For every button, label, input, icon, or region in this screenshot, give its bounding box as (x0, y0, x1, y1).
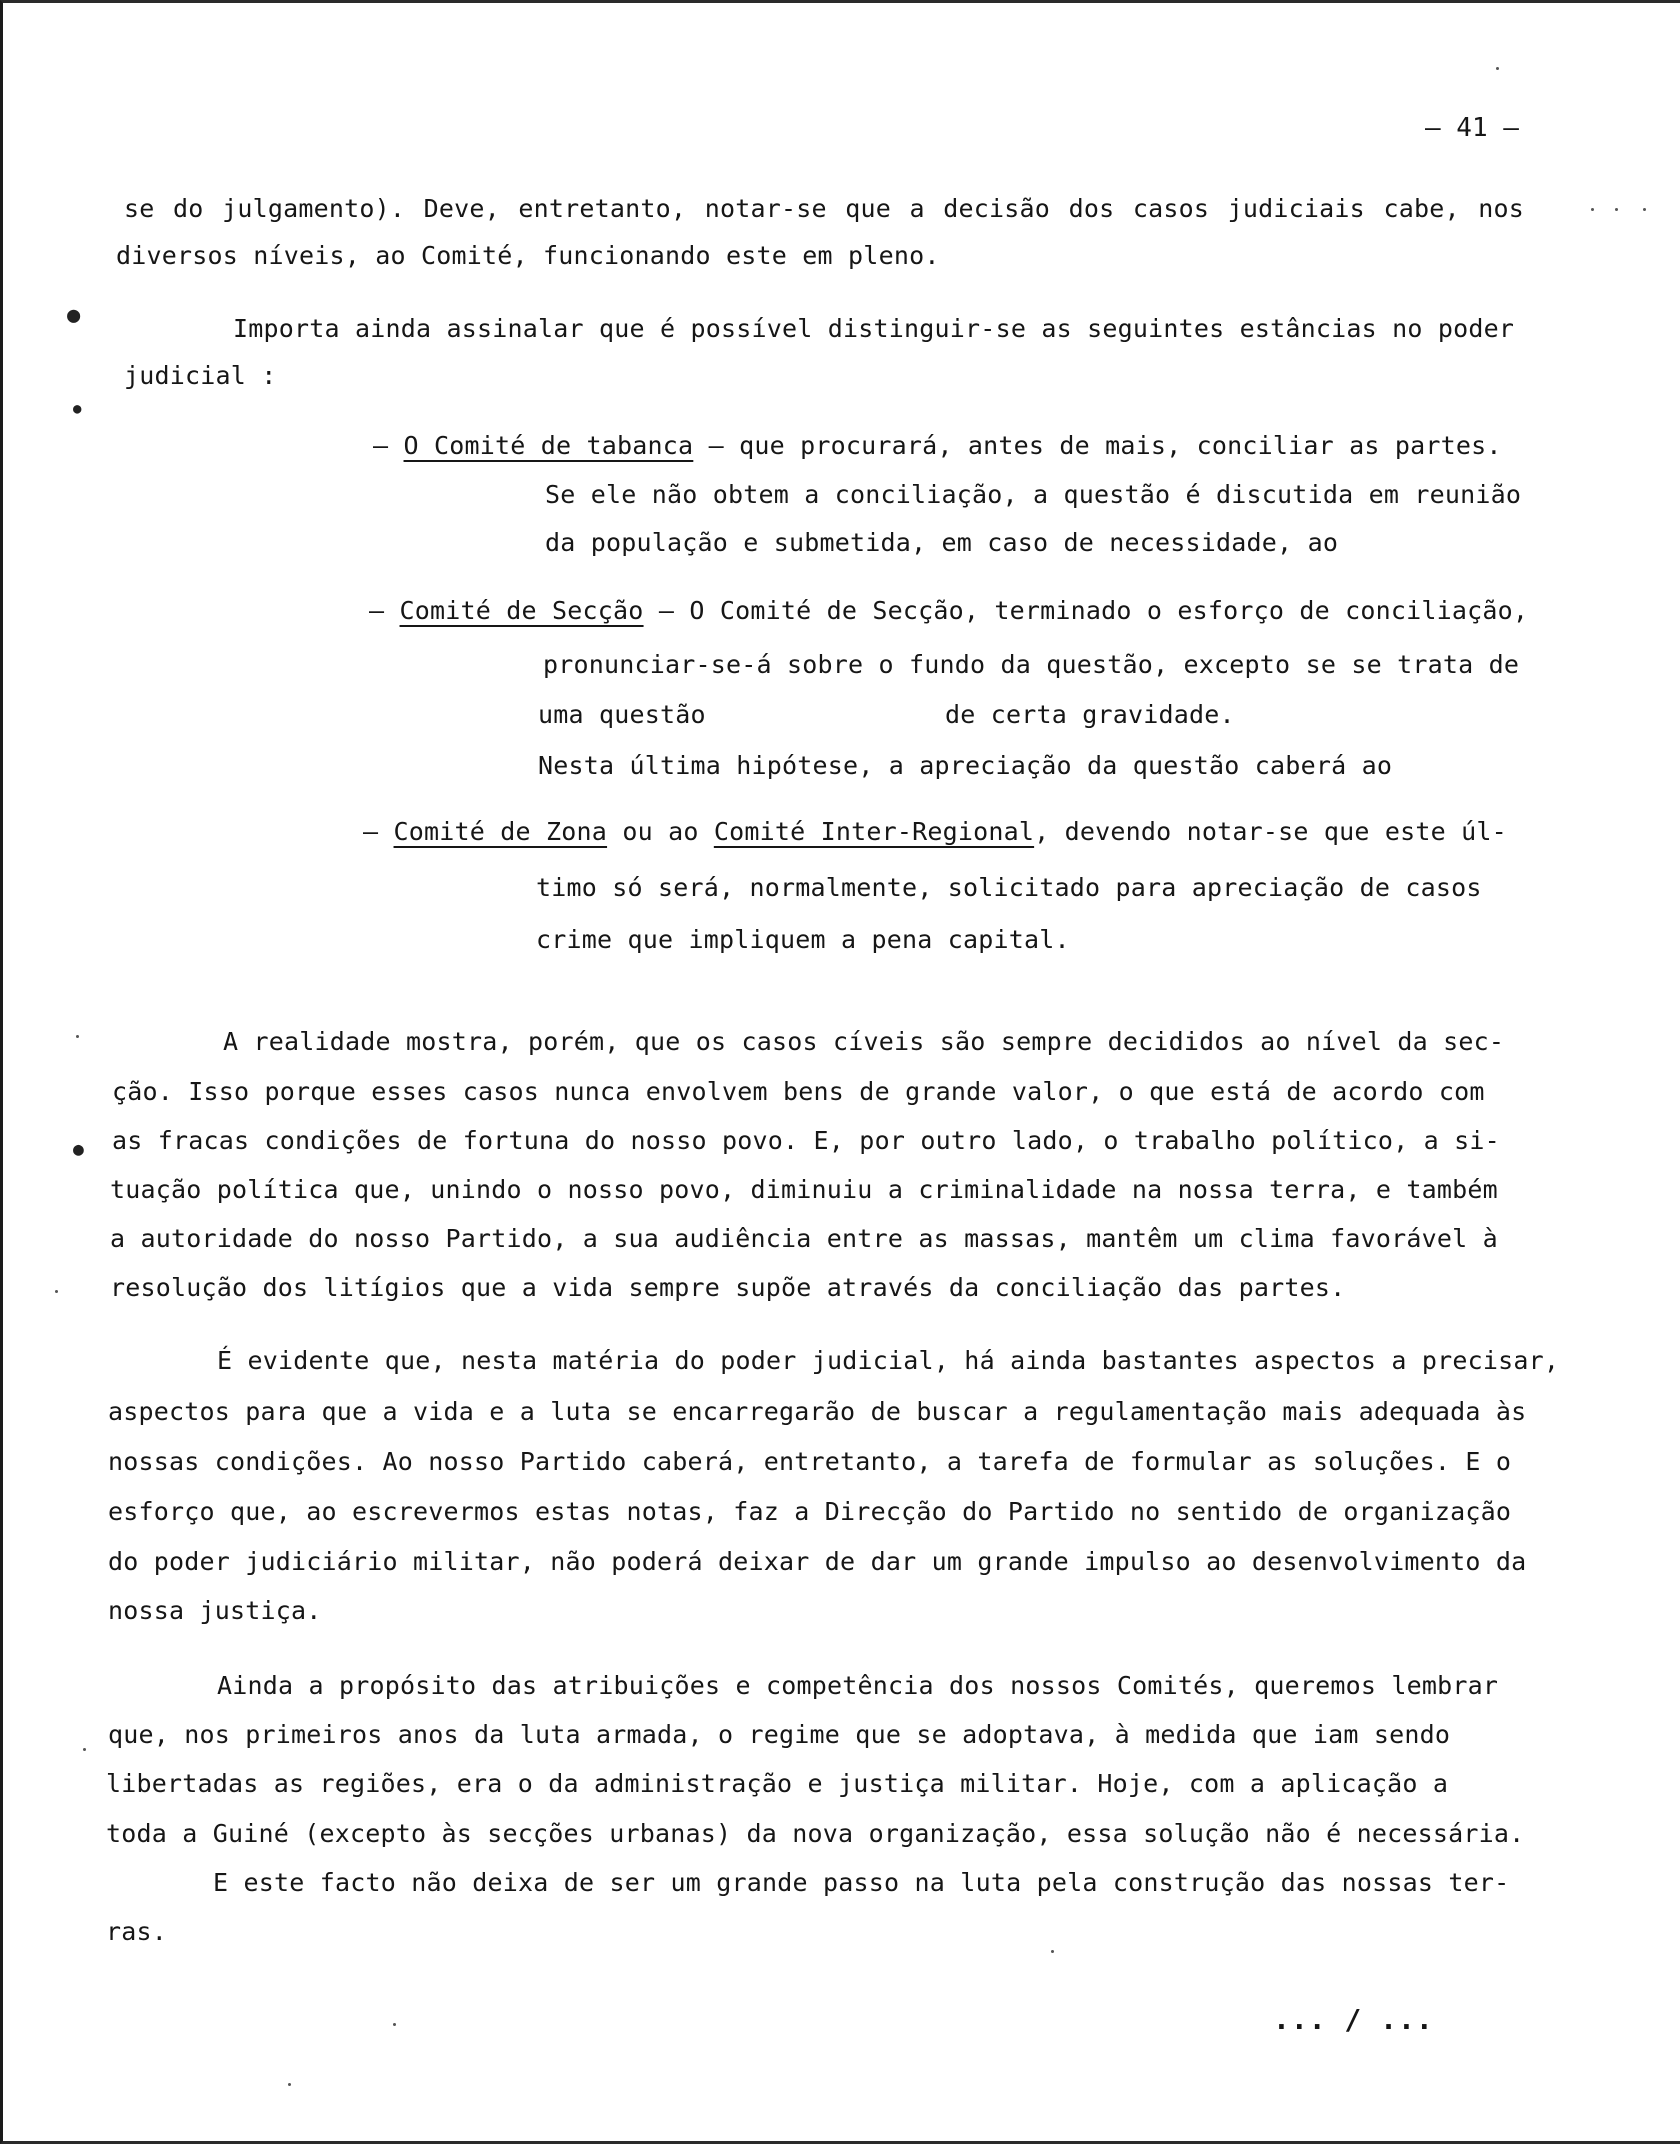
text-line: E este facto não deixa de ser um grande passo na luta pela construção das nossas ter- (213, 1868, 1510, 1897)
text-line: a autoridade do nosso Partido, a sua audiência entre as massas, mantêm um clima favorável à (110, 1224, 1498, 1253)
scan-speck (1051, 1950, 1054, 1953)
scan-speck (83, 1748, 86, 1751)
list-item-text: , devendo notar-se que este úl- (1034, 817, 1507, 846)
text-line: do poder judiciário militar, não poderá deixar de dar um grande impulso ao desenvolvimento da (108, 1547, 1527, 1576)
term-comite-seccao: Comité de Secção (399, 596, 644, 625)
text-line: ção. Isso porque esses casos nunca envolvem bens de grande valor, o que está de acordo com (112, 1077, 1485, 1106)
scan-speck (1643, 208, 1646, 211)
text-line: Ainda a propósito das atribuições e competência dos nossos Comités, queremos lembrar (217, 1671, 1499, 1700)
text-line: Se ele não obtem a conciliação, a questão é discutida em reunião (545, 480, 1522, 509)
scan-speck (55, 1290, 58, 1293)
text-line: resolução dos litígios que a vida sempre supõe através da conciliação das partes. (110, 1273, 1346, 1302)
text-line: pronunciar-se-á sobre o fundo da questão, excepto se se trata de (543, 650, 1520, 679)
list-item-tabanca (373, 430, 1502, 462)
text-line: crime que impliquem a pena capital. (536, 925, 1070, 954)
text-line: tuação política que, unindo o nosso povo, diminuiu a criminalidade na nossa terra, e também (110, 1175, 1498, 1204)
text-line: Nesta última hipótese, a apreciação da questão caberá ao (538, 751, 1393, 780)
list-item-zona (363, 816, 1507, 848)
text-line: A realidade mostra, porém, que os casos cíveis são sempre decididos ao nível da sec- (223, 1027, 1505, 1056)
text-line: que, nos primeiros anos da luta armada, o regime que se adoptava, à medida que iam sendo (108, 1720, 1451, 1749)
text-line: esforço que, ao escrevermos estas notas, faz a Direcção do Partido no sentido de organização (108, 1497, 1512, 1526)
text-line: nossas condições. Ao nosso Partido caberá, entretanto, a tarefa de formular as soluções. E o (108, 1447, 1512, 1476)
page-number: – 41 – (1425, 113, 1519, 143)
list-item-text: ou ao (607, 817, 714, 846)
term-comite-tabanca: O Comité de tabanca (403, 431, 694, 460)
text-line: uma questão (538, 700, 706, 729)
margin-mark: ● (67, 303, 81, 328)
margin-mark: ● (73, 1139, 84, 1160)
text-line: da população e submetida, em caso de necessidade, ao (545, 528, 1339, 557)
text-line: nossa justiça. (108, 1596, 322, 1625)
text-line: ras. (106, 1917, 168, 1946)
text-line: as fracas condições de fortuna do nosso povo. E, por outro lado, o trabalho político, a si- (112, 1126, 1500, 1155)
margin-mark: ● (73, 401, 82, 417)
text-line: de certa gravidade. (945, 700, 1235, 729)
text-line: timo só será, normalmente, solicitado para apreciação de casos (536, 873, 1482, 902)
scan-speck (1496, 67, 1499, 70)
continuation-mark: ... / ... (1273, 2003, 1434, 2036)
scan-speck (76, 1035, 79, 1038)
text-line: toda a Guiné (excepto às secções urbanas) da nova organização, essa solução não é necessária. (106, 1819, 1525, 1848)
text-line: se do julgamento). Deve, entretanto, notar-se que a decisão dos casos judiciais cabe, nos (124, 194, 1524, 223)
term-comite-zona: Comité de Zona (393, 817, 608, 846)
list-item-text: – que procurará, antes de mais, conciliar as partes. (693, 431, 1502, 460)
text-line: É evidente que, nesta matéria do poder judicial, há ainda bastantes aspectos a precisar, (217, 1346, 1560, 1375)
text-line: Importa ainda assinalar que é possível distinguir-se as seguintes estâncias no poder (233, 314, 1515, 343)
scan-speck (1591, 208, 1594, 211)
text-line: libertadas as regiões, era o da administração e justiça militar. Hoje, com a aplicação a (106, 1769, 1449, 1798)
list-dash: – (363, 817, 379, 846)
term-comite-inter-regional: Comité Inter-Regional (713, 817, 1035, 846)
scan-speck (288, 2083, 291, 2086)
list-dash: – (369, 596, 385, 625)
text-line: aspectos para que a vida e a luta se encarregarão de buscar a regulamentação mais adequada às (108, 1397, 1527, 1426)
list-item-seccao (369, 595, 1528, 627)
list-dash: – (373, 431, 389, 460)
list-item-text: – O Comité de Secção, terminado o esforço de conciliação, (643, 596, 1529, 625)
scan-speck (393, 2023, 396, 2026)
text-line: diversos níveis, ao Comité, funcionando este em pleno. (116, 241, 940, 270)
scan-speck (1615, 208, 1618, 211)
text-line: judicial : (124, 361, 277, 390)
